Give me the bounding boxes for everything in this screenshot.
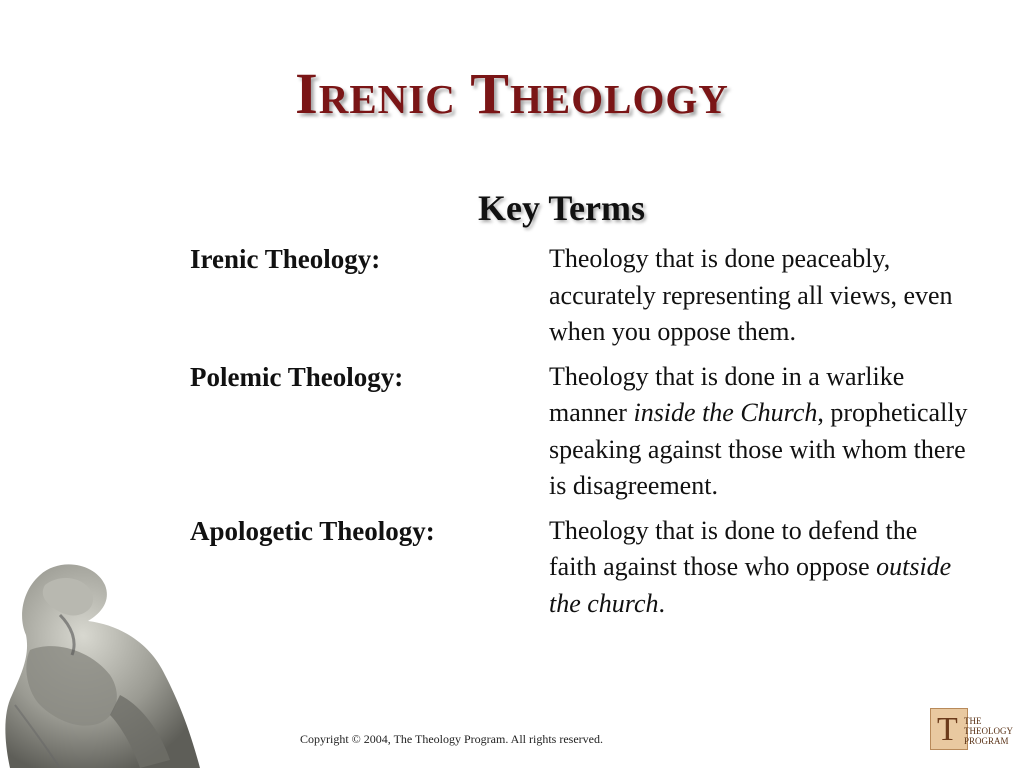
logo-line: THE xyxy=(964,716,982,726)
thinker-statue-icon xyxy=(0,555,215,768)
term-definition xyxy=(549,359,969,505)
term-apologetic xyxy=(190,513,970,623)
definition-emphasis: inside the Church xyxy=(633,398,818,427)
theology-program-logo-icon xyxy=(930,706,1013,752)
definition-text: Theology that is done to defend the faith against those who oppose xyxy=(549,515,918,581)
terms-list xyxy=(190,241,970,630)
logo-line: PROGRAM xyxy=(964,736,1009,746)
definition-text: . xyxy=(658,588,665,618)
logo-box xyxy=(930,708,968,750)
definition-text: Theology that is done in a warlike manner xyxy=(549,361,905,427)
slide-title: Irenic Theology xyxy=(295,61,729,126)
logo-letter: T xyxy=(937,711,958,748)
term-definition xyxy=(549,241,969,351)
term-label: Polemic Theology: xyxy=(190,361,404,392)
term-definition xyxy=(549,513,969,623)
copyright-footer: Copyright © 2004, The Theology Program. All rights reserved. xyxy=(300,732,603,746)
logo-text xyxy=(964,716,1013,746)
definition-text: , prophetically speaking against those with whom there is disagreement. xyxy=(549,398,968,500)
term-label: Apologetic Theology: xyxy=(190,515,435,546)
term-polemic xyxy=(190,359,970,505)
term-irenic xyxy=(190,241,970,351)
logo-line: THEOLOGY xyxy=(964,726,1013,736)
term-label: Irenic Theology: xyxy=(190,244,381,274)
definition-emphasis: outside the church xyxy=(549,552,952,618)
definition-text: Theology that is done peaceably, accurately representing all views, even when you oppose them. xyxy=(549,244,953,346)
key-terms-heading: Key Terms xyxy=(478,188,645,228)
